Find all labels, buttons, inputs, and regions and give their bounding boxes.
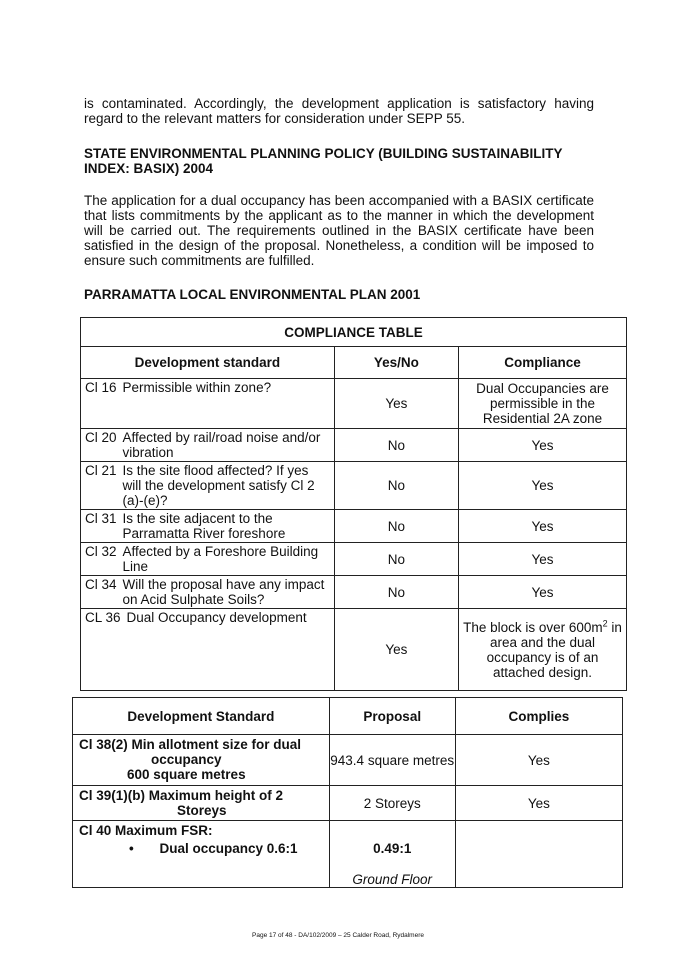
header-compliance: Compliance bbox=[459, 347, 627, 379]
clause-text: Is the site flood affected? If yes will the development satisfy Cl 2 (a)-(e)? bbox=[122, 463, 315, 508]
yes-no-value: No bbox=[334, 576, 458, 609]
header-proposal: Proposal bbox=[329, 698, 455, 735]
table-row bbox=[81, 429, 627, 462]
clause-text: Is the site adjacent to the Parramatta River foreshore bbox=[122, 511, 286, 541]
compliance-table-header-row bbox=[81, 347, 627, 379]
compliance-table bbox=[80, 317, 627, 691]
yes-no-value: No bbox=[334, 462, 458, 510]
table-row bbox=[73, 821, 623, 888]
compliance-value: The block is over $600m^2$ in area and the dual occupancy is of an attached design. bbox=[459, 609, 627, 691]
header-development-standard: Development standard bbox=[81, 347, 335, 379]
yes-no-value: No bbox=[334, 543, 458, 576]
table-row bbox=[81, 543, 627, 576]
header-development-standard: Development Standard bbox=[73, 698, 330, 735]
page-footer: Page 17 of 48 - DA/102/2009 – 25 Calder Road, Rydalmere bbox=[252, 932, 424, 939]
clause-text: Will the proposal have any impact on Acid Sulphate Soils? bbox=[122, 577, 325, 607]
compliance-value: Yes bbox=[459, 576, 627, 609]
compliance-table-title: COMPLIANCE TABLE bbox=[81, 318, 627, 347]
table-row bbox=[81, 462, 627, 510]
standard-cell: Cl 38(2) Min allotment size for dual occupancy 600 square metres bbox=[73, 735, 330, 786]
compliance-value: Dual Occupancies are permissible in the Residential 2A zone bbox=[459, 379, 627, 429]
clause-number: Cl 32 bbox=[85, 544, 117, 559]
proposal-value: 943.4 square metres bbox=[329, 735, 455, 786]
yes-no-value: Yes bbox=[334, 609, 458, 691]
compliance-value: Yes bbox=[459, 510, 627, 543]
table-row bbox=[81, 609, 627, 691]
clause-text: Affected by rail/road noise and/or vibration bbox=[122, 430, 321, 460]
proposal-value: 0.49:1 Ground Floor bbox=[329, 821, 455, 888]
basix-heading: STATE ENVIRONMENTAL PLANNING POLICY (BUILDING SUSTAINABILITY INDEX: BASIX) 2004 bbox=[84, 146, 563, 176]
yes-no-value: No bbox=[334, 510, 458, 543]
standard-cell: Cl 39(1)(b) Maximum height of 2 Storeys bbox=[73, 786, 330, 821]
compliance-table-title-row bbox=[81, 318, 627, 347]
clause-number: Cl 34 bbox=[85, 577, 117, 592]
table-row bbox=[81, 510, 627, 543]
complies-value bbox=[455, 821, 622, 888]
clause-number: Cl 21 bbox=[85, 463, 117, 478]
basix-paragraph: The application for a dual occupancy has been accompanied with a BASIX certificate that lists commitments by the applicant as to the manner in which the development will be carried out. The requirements outlined in the BASIX certificate have been satisfied in the design of the proposal. Nonetheless, a condition will be imposed to ensure such commitments are fulfilled. bbox=[84, 193, 594, 268]
clause-text: Dual Occupancy development bbox=[126, 610, 307, 625]
compliance-value: Yes bbox=[459, 543, 627, 576]
table-row bbox=[73, 735, 623, 786]
header-yes-no: Yes/No bbox=[334, 347, 458, 379]
clause-number: Cl 31 bbox=[85, 511, 117, 526]
table-row bbox=[81, 379, 627, 429]
complies-value: Yes bbox=[455, 786, 622, 821]
yes-no-value: Yes bbox=[334, 379, 458, 429]
complies-value: Yes bbox=[455, 735, 622, 786]
clause-number: CL 36 bbox=[85, 610, 121, 625]
intro-paragraph: is contaminated. Accordingly, the development application is satisfactory having regard to the relevant matters for consideration under SEPP 55. bbox=[84, 96, 594, 126]
compliance-value: Yes bbox=[459, 429, 627, 462]
standard-cell: Cl 40 Maximum FSR: • Dual occupancy 0.6:1 bbox=[73, 821, 330, 888]
clause-number: Cl 20 bbox=[85, 430, 117, 445]
bullet: • bbox=[129, 841, 134, 856]
compliance-value: Yes bbox=[459, 462, 627, 510]
table-row bbox=[73, 786, 623, 821]
clause-number: Cl 16 bbox=[85, 380, 117, 395]
proposal-value: 2 Storeys bbox=[329, 786, 455, 821]
standards-table bbox=[72, 697, 623, 888]
table-row bbox=[81, 576, 627, 609]
clause-text: Affected by a Foreshore Building Line bbox=[122, 544, 319, 574]
yes-no-value: No bbox=[334, 429, 458, 462]
clause-text: Permissible within zone? bbox=[122, 380, 272, 395]
standards-table-header-row bbox=[73, 698, 623, 735]
header-complies: Complies bbox=[455, 698, 622, 735]
lep-heading: PARRAMATTA LOCAL ENVIRONMENTAL PLAN 2001 bbox=[84, 287, 421, 302]
